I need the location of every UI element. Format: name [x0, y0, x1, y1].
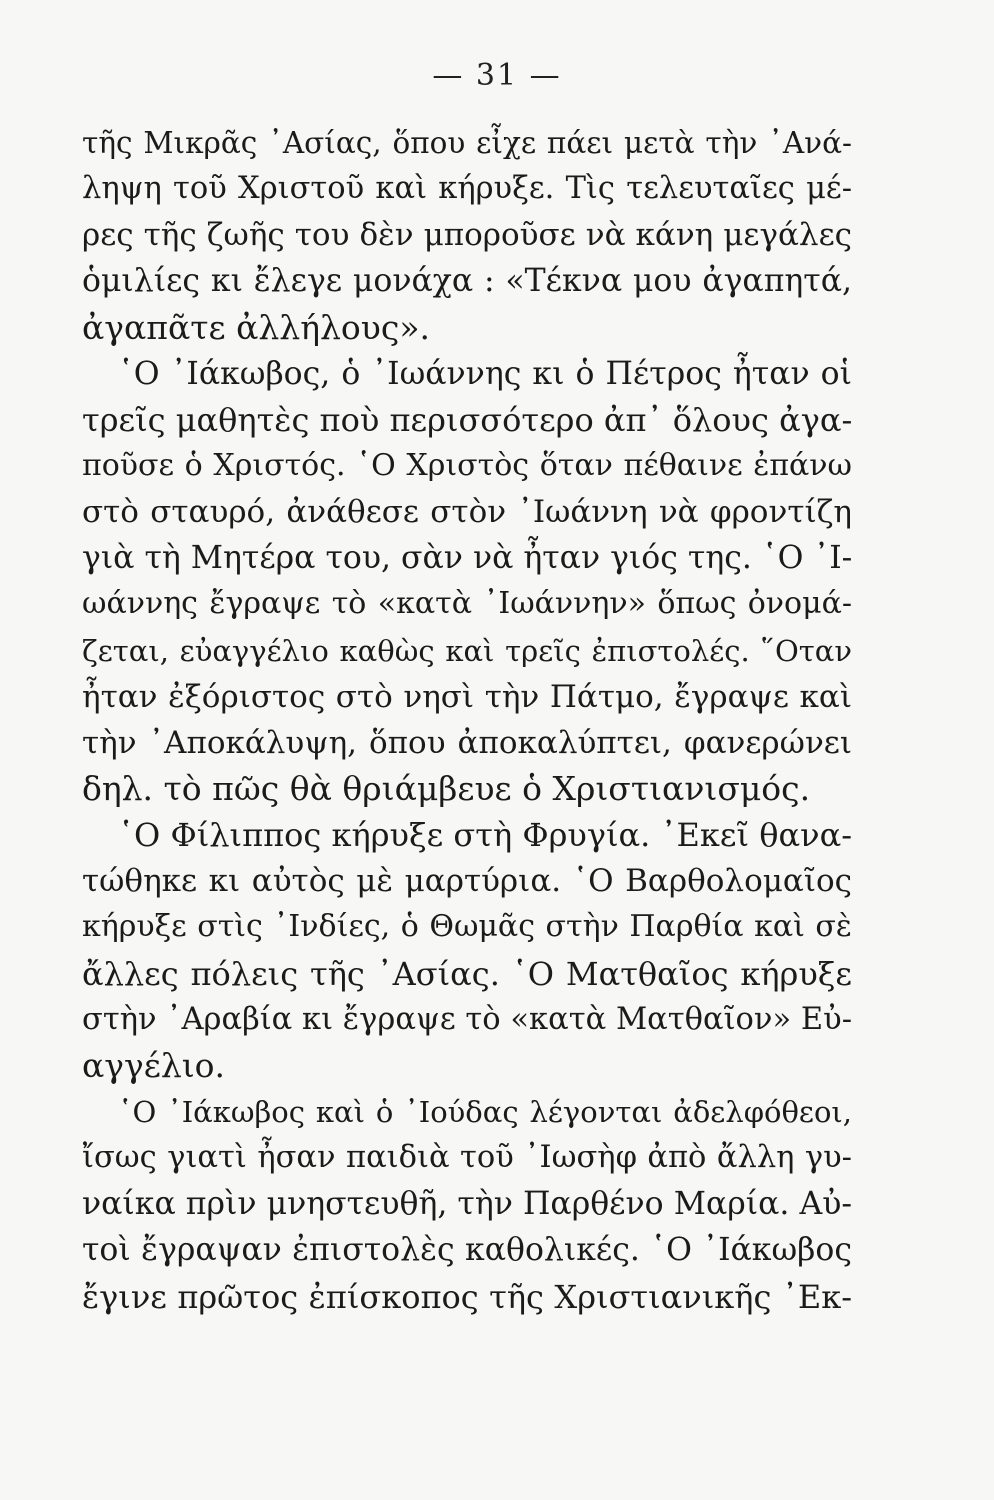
text-line: ὁμιλίες κι ἔλεγε μονάχα : «Τέκνα μου ἀγαπητά,	[82, 263, 852, 300]
text-line: αγγέλιο.	[82, 1045, 226, 1085]
text-line: ἔγινε πρῶτος ἐπίσκοπος τῆς Χριστιανικῆς ᾿Εκ-	[82, 1277, 852, 1316]
text-line: ῾Ο ᾿Ιάκωβος καὶ ὁ ᾿Ιούδας λέγονται ἀδελφόθεοι,	[118, 1094, 852, 1129]
text-line: τοὶ ἔγραψαν ἐπιστολὲς καθολικές. ῾Ο ᾿Ιάκωβος	[82, 1232, 852, 1269]
text-line: ῾Ο ᾿Ιάκωβος, ὁ ᾿Ιωάννης κι ὁ Πέτρος ἦταν οἱ	[118, 355, 852, 392]
text-line: κήρυξε στὶς ᾿Ινδίες, ὁ Θωμᾶς στὴν Παρθία καὶ σὲ	[82, 909, 852, 945]
text-line: ρες τῆς ζωῆς του δὲν μποροῦσε νὰ κάνη μεγάλες	[82, 217, 852, 254]
text-line: τώθηκε κι αὐτὸς μὲ μαρτύρια. ῾Ο Βαρθολομαῖος	[82, 863, 852, 900]
text-line: ἴσως γιατὶ ἦσαν παιδιὰ τοῦ ᾿Ιωσὴφ ἀπὸ ἄλλη γυ-	[82, 1140, 852, 1176]
text-line: τὴν ᾿Αποκάλυψη, ὅπου ἀποκαλύπτει, φανερώνει	[82, 724, 852, 761]
text-line: ληψη τοῦ Χριστοῦ καὶ κήρυξε. Τὶς τελευταῖες μέ-	[82, 171, 852, 207]
text-line: ἦταν ἐξόριστος στὸ νησὶ τὴν Πάτμο, ἔγραψε καὶ	[82, 678, 852, 715]
text-line: στὴν ᾿Αραβία κι ἔγραψε τὸ «κατὰ Ματθαῖον» Εὐ-	[82, 1001, 852, 1037]
text-line: στὸ σταυρό, ἀνάθεσε στὸν ᾿Ιωάννη νὰ φροντίζη	[82, 494, 852, 531]
text-line: ωάννης ἔγραψε τὸ «κατὰ ᾿Ιωάννην» ὅπως ὀνομά-	[82, 586, 852, 622]
page-number: — 31 —	[432, 58, 562, 93]
text-line: τῆς Μικρᾶς ᾿Ασίας, ὅπου εἶχε πάει μετὰ τὴν ᾿Ανά-	[82, 126, 852, 160]
text-line: ἀγαπᾶτε ἀλλήλους».	[82, 307, 430, 347]
body-text	[82, 120, 852, 1320]
text-line: γιὰ τὴ Μητέρα του, σὰν νὰ ἦταν γιός της. ῾Ο ᾿Ι-	[82, 540, 852, 577]
text-line: τρεῖς μαθητὲς ποὺ περισσότερο ἀπ᾿ ὅλους ἀγα-	[82, 400, 852, 439]
text-line: ζεται, εὐαγγέλιο καθὼς καὶ τρεῖς ἐπιστολές. ῞Οταν	[82, 633, 852, 668]
text-line: δηλ. τὸ πῶς θὰ θριάμβευε ὁ Χριστιανισμός.	[82, 768, 811, 808]
text-line: ποῦσε ὁ Χριστός. ῾Ο Χριστὸς ὅταν πέθαινε ἐπάνω	[82, 447, 852, 483]
text-line: ῾Ο Φίλιππος κήρυξε στὴ Φρυγία. ᾿Εκεῖ θανα-	[118, 816, 852, 855]
text-line: ἄλλες πόλεις τῆς ᾿Ασίας. ῾Ο Ματθαῖος κήρυξε	[82, 954, 852, 993]
text-line: ναίκα πρὶν μνηστευθῆ, τὴν Παρθένο Μαρία. Αὐ-	[82, 1186, 852, 1223]
